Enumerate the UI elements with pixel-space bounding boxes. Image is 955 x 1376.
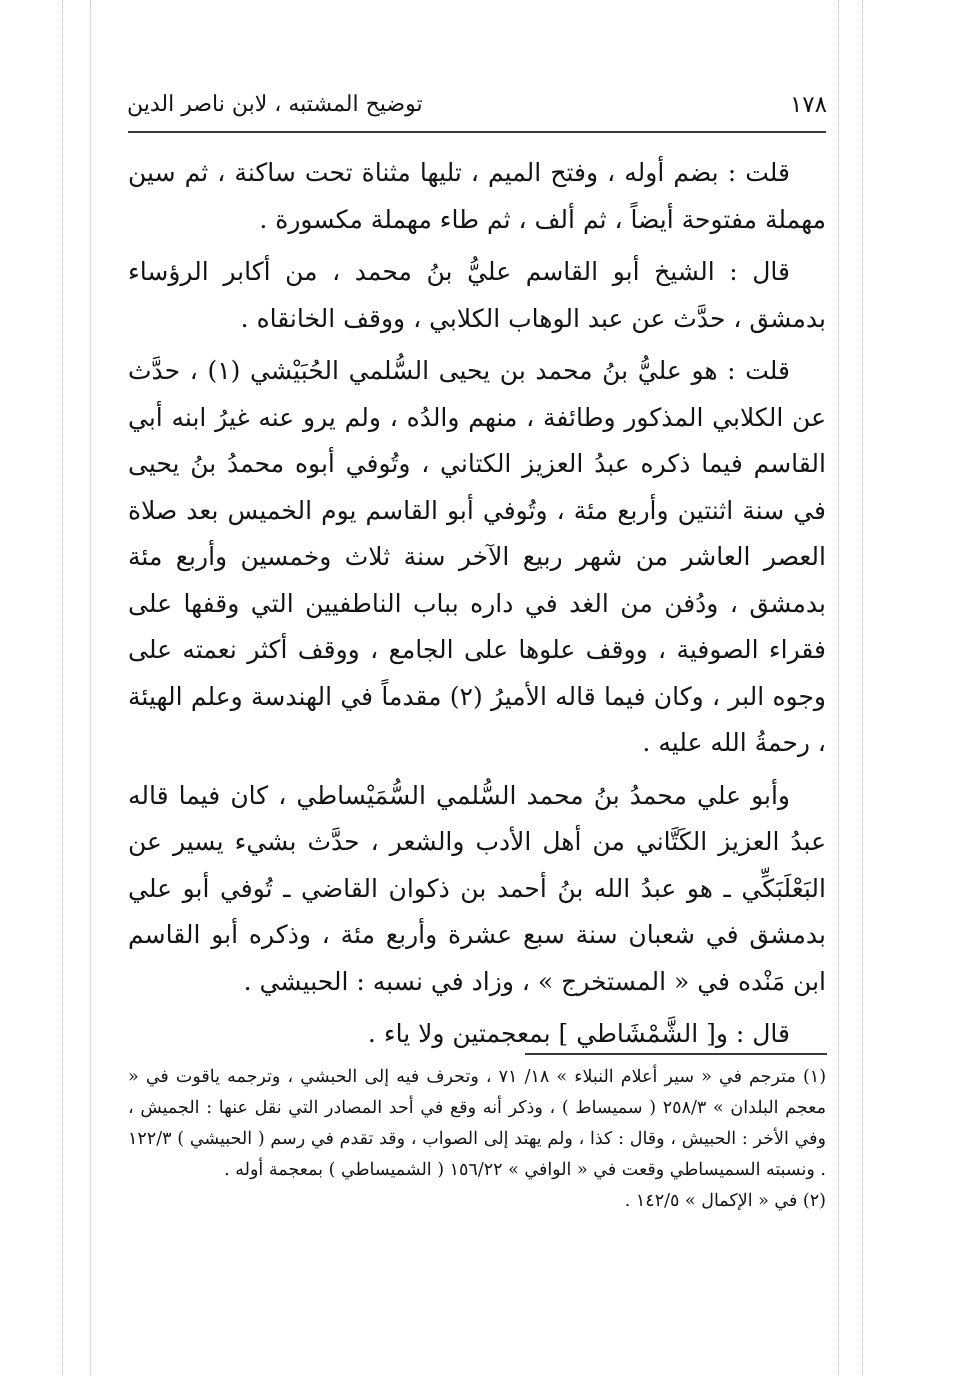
footnotes [128, 1062, 826, 1217]
scan-guide-line [90, 0, 91, 1376]
footnote-rule [525, 1053, 827, 1055]
header-rule [128, 131, 826, 133]
running-title: توضيح المشتبه ، لابن ناصر الدين [127, 92, 423, 117]
paragraph: قال : الشيخ أبو القاسم عليُّ بنُ محمد ، من أكابر الرؤساء بدمشق ، حدَّث عن عبد الوهاب الكلابي ، ووقف الخانقاه . [128, 257, 826, 333]
footnote: (٢) في « الإكمال » ١٤٢/٥ . [624, 1191, 826, 1211]
paragraph: قلت : بضم أوله ، وفتح الميم ، تليها مثناة تحت ساكنة ، ثم سين مهملة مفتوحة أيضاً ، ثم ألف ، ثم طاء مهملة مكسورة . [128, 158, 826, 234]
paragraph: قلت : هو عليُّ بنُ محمد بن يحيى السُّلمي الحُبَيْشي (١) ، حدَّث عن الكلابي المذكور وطائفة ، منهم والدُه ، ولم يرو عنه غيرُ ابنه أبي القاسم فيما ذكره عبدُ العزيز الكتاني ، وتُوفي أبوه محمدُ بنُ يحيى في سنة اثنتين وأربع مئة ، وتُوفي أبو القاسم يوم الخميس بعد صلاة العصر العاشر من شهر ربيع الآخر سنة ثلاث وخمسين وأربع مئة بدمشق ، ودُفن من الغد في داره بباب الناطفيين التي وقفها على فقراء الصوفية ، ووقف علوها على الجامع ، ووقف أكثر نعمته على وجوه البر ، وكان فيما قاله الأميرُ (٢) مقدماً في الهندسة وعلم الهيئة ، رحمةُ الله عليه . [128, 356, 826, 757]
paragraph: وأبو علي محمدُ بنُ محمد السُّلمي السُّمَيْساطي ، كان فيما قاله عبدُ العزيز الكَتَّاني من أهل الأدب والشعر ، حدَّث بشيء يسير عن البَعْلَبَكِّي ـ هو عبدُ الله بنُ أحمد بن ذكوان القاضي ـ تُوفي أبو علي بدمشق في شعبان سنة سبع عشرة وأربع مئة ، وذكره أبو القاسم ابن مَنْده في « المستخرج » ، وزاد في نسبه : الحبيشي . [128, 780, 826, 996]
scan-guide-line [62, 0, 63, 1376]
page-header [127, 92, 827, 128]
page-number: ١٧٨ [789, 92, 827, 118]
scan-guide-line [838, 0, 839, 1376]
paragraph: قال : و[ الشَّمْشَاطي ] بمعجمتين ولا ياء . [367, 1019, 790, 1048]
footnote: (١) مترجم في « سير أعلام النبلاء » ١٨/ ٧١ ، وتحرف فيه إلى الحبشي ، وترجمه ياقوت في « معجم البلدان » ٢٥٨/٣ ( سميساط ) ، وذكر أنه وقع في أحد المصادر التي نقل عنها : الجميش ، وفي الأخر : الحبيش ، وقال : كذا ، ولم يهتد إلى الصواب ، وقد تقدم في رسم ( الحبيشي ) ١٢٢/٣ . ونسبته السميساطي وقعت في « الوافي » ١٥٦/٢٢ ( الشميساطي ) بمعجمة أوله . [128, 1067, 827, 1180]
main-text [128, 150, 826, 1064]
scan-guide-line [862, 0, 863, 1376]
